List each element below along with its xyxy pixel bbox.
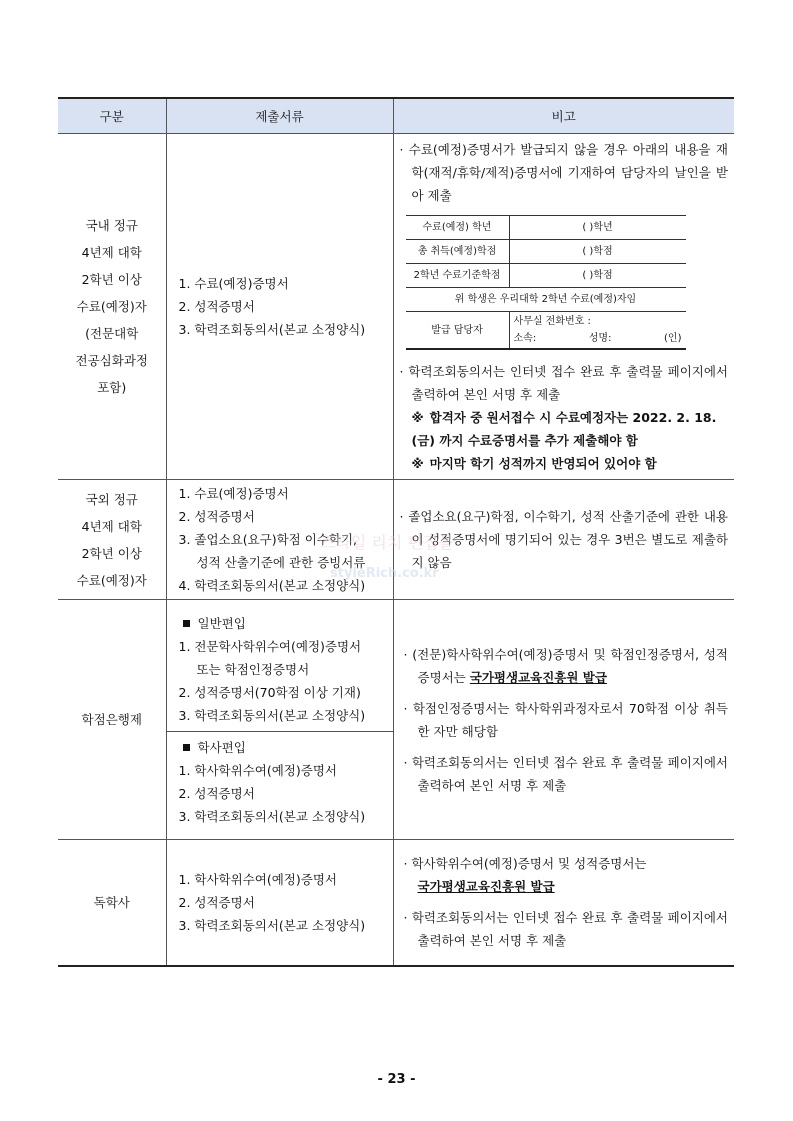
remark-text: · 졸업소요(요구)학점, 이수학기, 성적 산출기준에 관한 내용이 성적증명서에 명기되어 있는 경우 3번은 별도로 제출하지 않음: [399, 509, 728, 570]
category-domestic: 국내 정규 4년제 대학 2학년 이상 수료(예정)자 (전문대학 전공심화과정 포함): [58, 134, 166, 480]
table-row-self-study: [58, 840, 734, 966]
documents-overseas: 1. 수료(예정)증명서 2. 성적증명서 3. 졸업소요(요구)학점 이수학기, 성적 산출기준에 관한 증빙서류 4. 학력조회동의서(본교 소정양식): [166, 480, 393, 600]
remark-text: · 학력조회동의서는 인터넷 접수 완료 후 출력물 페이지에서 출력하여 본인 서명 후 제출: [403, 910, 728, 949]
bachelor-transfer-title: 학사편입: [179, 736, 393, 759]
documents-credit-bank: 일반편입 1. 전문학사학위수여(예정)증명서 또는 학점인정증명서 2. 성적증명서(70학점 이상 기재) 3. 학력조회동의서(본교 소정양식) 학사편입 1. 학사학위수여(예정)증명서 2. 성적증명서 3. 학력조회동의서(본교 소정양식): [166, 600, 393, 840]
watermark-url: styleRich.co.kr: [330, 566, 439, 581]
remark-text: · 학력조회동의서는 인터넷 접수 완료 후 출력물 페이지에서 출력하여 본인 서명 후 제출: [399, 364, 728, 402]
remarks-self-study: [393, 840, 734, 966]
general-transfer-title: 일반편입: [179, 612, 393, 635]
table-row-domestic: [58, 134, 734, 480]
remarks-credit-bank: [393, 600, 734, 840]
table-row-credit-bank: [58, 600, 734, 840]
table-header-row: [58, 98, 734, 134]
subsection-divider: [167, 731, 393, 732]
completion-form-table: 수료(예정) 학년 ( )학년 총 취득(예정)학점 ( )학점 2학년 수료기준학점 ( )학점 위 학생은 우리대학 2학년 수료(예정)자임 발급 담당자 사무실 전화번호 : 소속: 성명: (인): [406, 215, 686, 350]
remark-text: · 학점인정증명서는 학사학위과정자로서 70학점 이상 취득한 자만 해당함: [403, 700, 728, 739]
documents-domestic: 1. 수료(예정)증명서 2. 성적증명서 3. 학력조회동의서(본교 소정양식): [166, 134, 393, 480]
category-overseas: 국외 정규 4년제 대학 2학년 이상 수료(예정)자: [58, 480, 166, 600]
remark-text: · (전문)학사학위수여(예정)증명서 및 학점인정증명서, 성적증명서는 국가평생교육진흥원 발급: [403, 646, 728, 685]
remark-text: · 학력조회동의서는 인터넷 접수 완료 후 출력물 페이지에서 출력하여 본인 서명 후 제출: [403, 754, 728, 793]
category-credit-bank: 학점은행제: [58, 600, 166, 840]
notice-completion-deadline: ※ 합격자 중 원서접수 시 수료예정자는 2022. 2. 18.(금) 까지 수료증명서를 추가 제출해야 함: [411, 410, 717, 448]
remark-text: · 학사학위수여(예정)증명서 및 성적증명서는 국가평생교육진흥원 발급: [403, 856, 647, 895]
square-bullet-icon: [183, 744, 190, 751]
documents-self-study: 1. 학사학위수여(예정)증명서 2. 성적증명서 3. 학력조회동의서(본교 소정양식): [166, 840, 393, 966]
notice-last-semester: ※ 마지막 학기 성적까지 반영되어 있어야 함: [411, 456, 657, 471]
category-self-study: 독학사: [58, 840, 166, 966]
header-documents: 제출서류: [166, 98, 393, 134]
header-remarks: 비고: [393, 98, 734, 134]
remarks-domestic: [393, 134, 734, 480]
square-bullet-icon: [183, 620, 190, 627]
header-category: 구분: [58, 98, 166, 134]
remark-text: · 수료(예정)증명서가 발급되지 않을 경우 아래의 내용을 재학(재적/휴학/제적)증명서에 기재하여 담당자의 날인을 받아 제출: [399, 142, 728, 203]
page-number: - 23 -: [377, 1072, 416, 1087]
watermark-text: 스타일 리치 편집몰: [320, 533, 454, 552]
